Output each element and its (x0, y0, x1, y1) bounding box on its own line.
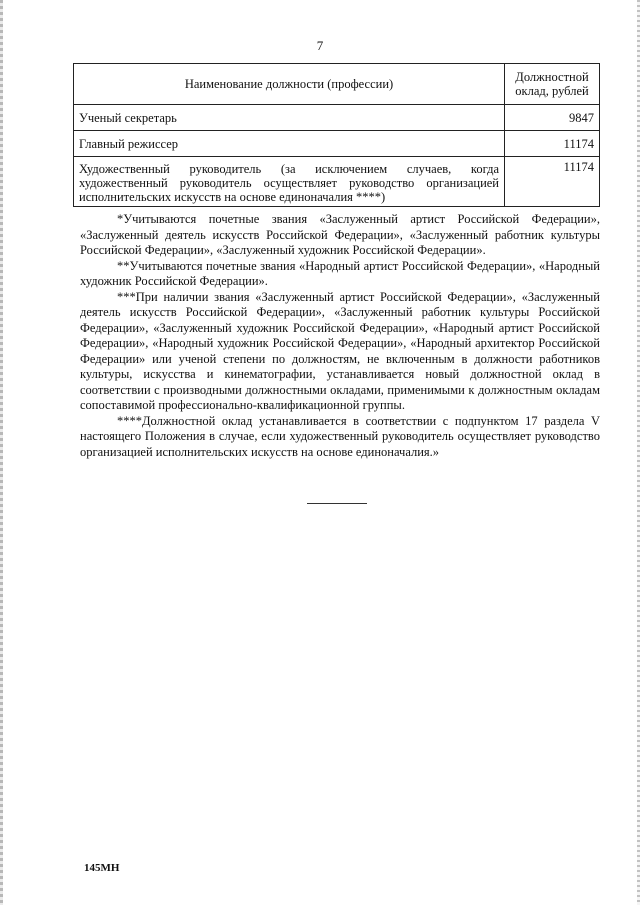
document-code: 145МН (84, 862, 120, 874)
position-salary: 11174 (505, 157, 600, 207)
position-salary: 11174 (505, 131, 600, 157)
table-row (74, 131, 600, 157)
table-row (74, 157, 600, 207)
salary-table (73, 63, 600, 207)
footnote-2: **Учитываются почетные звания «Народный артист Российской Федерации», «Народный художник Российской Федерации». (80, 258, 600, 288)
position-name: Ученый секретарь (74, 105, 505, 131)
table-row (74, 105, 600, 131)
footnote-1: *Учитываются почетные звания «Заслуженный артист Российской Федерации», «Заслуженный деятель искусств Российской Федерации», «Заслуженный работник культуры Российской Федерации», «Заслуженный художник Российской Федерации». (80, 212, 600, 257)
footnotes (80, 212, 600, 460)
footnote-3: ***При наличии звания «Заслуженный артист Российской Федерации», «Заслуженный деятель искусств Российской Федерации», «Заслуженный работник культуры Российской Федерации», «Заслуженный художник Российской Федерации», «Народный артист Российской Федерации», «Народный художник Российской Федерации», «Народный архитектор Российской Федерации» или ученой степени по должностям, не включенным в должности работников культуры, искусства и кинематографии, устанавливается новый должностной оклад в соответствии с производными должностными окладами, применимыми к должностным окладам сопоставимой профессионально-квалификационной группы. (80, 289, 600, 412)
table-header-row (74, 64, 600, 105)
page-number: 7 (316, 38, 324, 53)
position-name: Главный режиссер (74, 131, 505, 157)
header-salary: Должностной оклад, рублей (505, 64, 600, 105)
position-name: Художественный руководитель (за исключением случаев, когда художественный руководитель осуществляет руководство организацией исполнительских искусств на основе единоначалия ****) (74, 157, 505, 207)
end-divider (307, 503, 367, 504)
header-position-name: Наименование должности (профессии) (74, 64, 505, 105)
position-salary: 9847 (505, 105, 600, 131)
scan-edge-left (0, 0, 3, 905)
footnote-4: ****Должностной оклад устанавливается в соответствии с подпунктом 17 раздела V настоящего Положения в случае, если художественный руководитель осуществляет руководство организацией исполнительских искусств на основе единоначалия.» (80, 413, 600, 459)
